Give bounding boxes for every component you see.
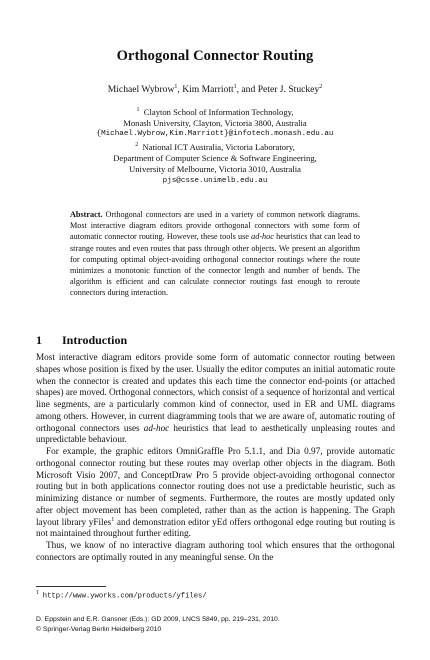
paragraph-text: For example, the graphic editors OmniGraffle Pro 5.1.1, and Dia 0.97, provide automatic orthogonal connector routing but these routes may overlap other objects in the diagram. Both Microsoft Visio 2007, and ConceptDraw Pro 5 provide object-avoiding orthogonal connector routing but in both applications connector routing does not use a predictable heuristic, such as minimizing distance or number of segments. Furthermore, the routes are mostly updated only after object movement has been completed, rather than as the action is happening. The Graph layout library yFiles <box>36 446 395 527</box>
copyright-line: © Springer-Verlag Berlin Heidelberg 2010 <box>36 625 162 633</box>
affiliation-email: {Michael.Wybrow,Kim.Marriott}@infotech.monash.edu.au <box>96 130 334 139</box>
affiliation-text: Clayton School of Information Technology, <box>143 107 294 117</box>
footnote-ref: 1 <box>111 516 115 523</box>
affiliation-line: Monash University, Clayton, Victoria 3800, Australia <box>123 118 307 129</box>
paper-title: Orthogonal Connector Routing <box>116 48 314 64</box>
affiliation-mark: 1 <box>136 107 140 114</box>
author-affil-mark: 2 <box>319 83 323 90</box>
author-list <box>0 84 430 95</box>
affiliation-mark: 2 <box>135 142 139 149</box>
abstract-text: heuristics that can lead to strange routes and even routes that pass through other objects. We present an algorithm for computing optimal object-avoiding orthogonal connector routings where the route minimizes a monotonic function of the connector length and number of bends. The algorithm is efficient and can calculate connector routings fast enough to reroute connectors during interaction. <box>70 232 360 298</box>
author-name: Michael Wybrow <box>107 84 175 95</box>
affiliation-email: pjs@csse.unimelb.edu.au <box>162 176 268 185</box>
paragraph <box>36 352 395 446</box>
abstract-emphasis: ad-hoc <box>251 232 274 242</box>
paragraph-emphasis: ad-hoc <box>143 422 170 433</box>
abstract-label: Abstract. <box>70 210 103 219</box>
author-separator: , and <box>236 84 258 95</box>
author-name: Kim Marriott <box>182 84 234 95</box>
paragraph-text: Most interactive diagram editors provide some form of automatic connector routing between shapes whose position is fixed by the user. Usually the editor computes an initial automatic route when the connector is created and updates this each time the connector end-points (or attached shapes) are moved. Orthogonal connectors, which consist of a sequence of horizontal and vertical line segments, are a particularly common kind of connector, used in ER and UML diagrams among others. However, in current diagramming tools that we are aware of, automatic routing of orthogonal connectors uses <box>36 352 395 433</box>
author-separator: , <box>177 84 183 95</box>
publication-line: D. Eppstein and E.R. Gansner (Eds.): GD 2009, LNCS 5849, pp. 219–231, 2010. <box>36 616 280 623</box>
section-number: 1 <box>36 333 42 347</box>
affiliation-1 <box>0 107 430 141</box>
footnote-rule <box>36 586 106 587</box>
body-text <box>36 352 395 564</box>
footnote-mark: 1 <box>36 590 40 596</box>
author-name: Peter J. Stuckey <box>257 84 320 95</box>
paragraph-text: and demonstration editor yEd offers orthogonal edge routing but routing is not maintained throughout further editing. <box>36 516 395 539</box>
footnote-url: http://www.yworks.com/products/yfiles/ <box>42 592 207 601</box>
affiliation-text: National ICT Australia, Victoria Laboratory, <box>142 142 295 152</box>
affiliation-line: Department of Computer Science & Software Engineering, <box>113 153 317 164</box>
paragraph-text: heuristics that lead to aesthetically unpleasing routes and unpredictable behaviour. <box>36 422 395 445</box>
affiliation-2 <box>0 142 430 187</box>
author-affil-mark: 1 <box>174 83 178 90</box>
publication-info <box>36 615 280 634</box>
affiliation-line <box>0 107 430 118</box>
paragraph <box>36 446 395 540</box>
section-title: Introduction <box>62 333 128 347</box>
abstract-text: Orthogonal connectors are used in a variety of common network diagrams. Most interactive diagram editors provide orthogonal connectors with some form of automatic connector routing. However, these tools use <box>70 210 360 242</box>
affiliation-line <box>0 142 430 153</box>
footnote <box>36 590 207 600</box>
abstract <box>70 209 360 299</box>
section-heading <box>36 333 127 348</box>
affiliation-line: University of Melbourne, Victoria 3010, Australia <box>129 164 301 175</box>
author-affil-mark: 1 <box>233 83 237 90</box>
paragraph: Thus, we know of no interactive diagram authoring tool which ensures that the orthogonal connectors are optimally routed in any meaningful sense. On the <box>36 540 395 562</box>
